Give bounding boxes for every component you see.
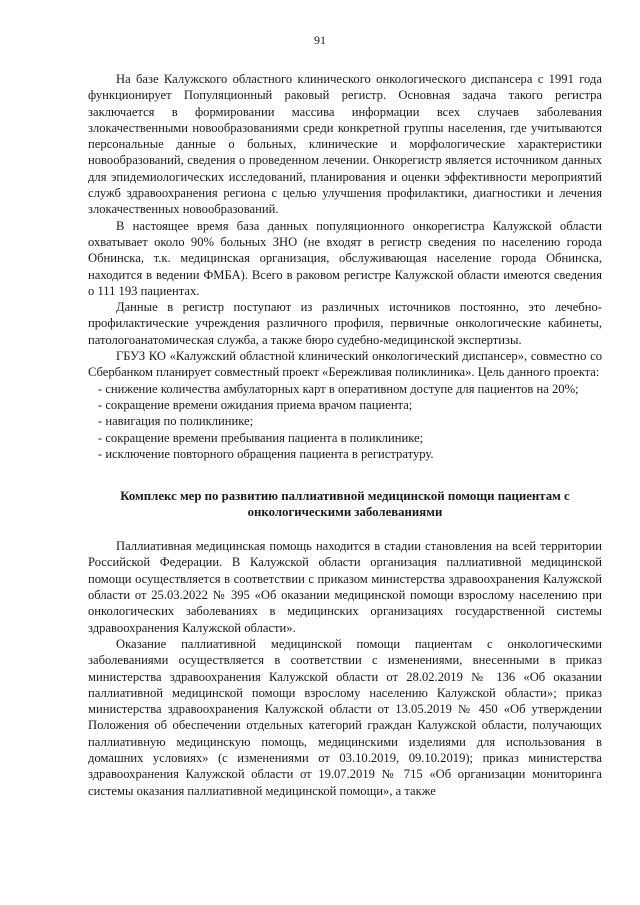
paragraph-lean-clinic-project: ГБУЗ КО «Калужский областной клинический онкологический диспансер», совместно со Сбербанком планирует совместный проект «Бережливая поликлиника». Цель данного проекта: xyxy=(88,349,602,380)
page-number: 91 xyxy=(314,33,326,47)
section-heading xyxy=(88,488,602,520)
page-content xyxy=(88,71,602,799)
section-heading-line: онкологическими заболеваниями xyxy=(247,505,443,520)
list-item: - исключение повторного обращения пациента в регистратуру. xyxy=(98,446,434,461)
list-item: - сокращение времени ожидания приема врачом пациента; xyxy=(98,397,413,412)
paragraph-data-sources: Данные в регистр поступают из различных источников постоянно, это лечебно-профилактические учреждения различного профиля, первичные онкологические кабинеты, патологоанатомическая служба, а также бюро судебно-медицинской экспертизы. xyxy=(88,300,602,347)
list-item: - навигация по поликлинике; xyxy=(98,414,254,429)
project-goals-list xyxy=(88,381,602,462)
paragraph-palliative-orders: Оказание паллиативной медицинской помощи пациентам с онкологическими заболеваниями осуществляется в соответствии с изменениями, внесенными в приказ министерства здравоохранения Калужской области от 28.02.2019 № 136 «Об оказании паллиативной медицинской помощи взрослому населению Калужской области»; приказ министерства здравоохранения Калужской области от 13.05.2019 № 450 «Об утверждении Положения об обеспечении отдельных категорий граждан Калужской области, получающих паллиативную медицинскую помощь, медицинскими изделиями для использования в домашних условиях» (с изменениями от 03.10.2019, 09.10.2019); приказ министерства здравоохранения Калужской области от 19.07.2019 № 715 «Об организации мониторинга системы оказания паллиативной медицинской помощи», а также xyxy=(88,636,602,798)
list-item: - сокращение времени пребывания пациента в поликлинике; xyxy=(98,430,424,445)
paragraph-registry-coverage: В настоящее время база данных популяционного онкорегистра Калужской области охватывает около 90% больных ЗНО (не входят в регистр сведения по населению города Обнинска, т.к. медицинская организация, обслуживающая население города Обнинска, находится в ведении ФМБА). Всего в раковом регистре Калужской области имеются сведения о 111 193 пациентах. xyxy=(88,218,602,298)
list-item: - снижение количества амбулаторных карт в оперативном доступе для пациентов на 20%; xyxy=(98,381,579,396)
paragraph-palliative-care: Паллиативная медицинская помощь находится в стадии становления на всей территории Российской Федерации. В Калужской области организация паллиативной медицинской помощи осуществляется в соответствии с приказом министерства здравоохранения Калужской области от 25.03.2022 № 395 «Об оказании медицинской помощи взрослому населению при онкологических заболеваниях в медицинских организациях государственной системы здравоохранения Калужской области». xyxy=(88,539,602,635)
section-heading-line: Комплекс мер по развитию паллиативной медицинской помощи пациентам с xyxy=(120,489,570,504)
paragraph-cancer-registry: На базе Калужского областного клинического онкологического диспансера с 1991 года функционирует Популяционный раковый регистр. Основная задача такого регистра заключается в формировании массива информации всех случаев заболевания злокачественными новообразованиями среди конкретной группы населения, где учитываются персональные данные о больных, клинические и морфологические характеристики новообразований, сведения о проведенном лечении. Онкорегистр является источником данных для эпидемиологических исследований, планирования и оценки эффективности мероприятий служб здравоохранения региона с целью улучшения профилактики, диагностики и лечения злокачественных новообразований. xyxy=(88,72,602,217)
